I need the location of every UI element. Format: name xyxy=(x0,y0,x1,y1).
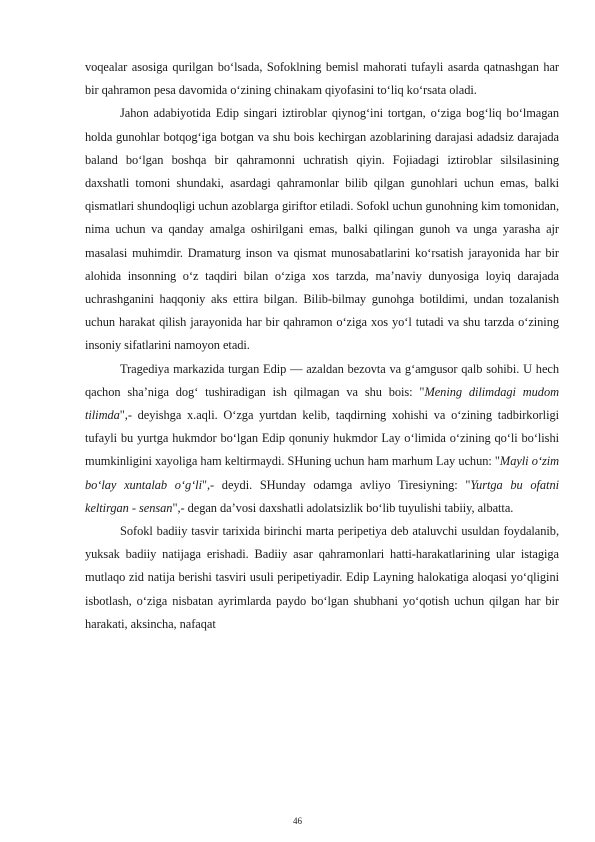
paragraph-1: voqealar asosiga qurilgan bo‘lsada, Sofoklning bemisl mahorati tufayli asarda qatnashgan har bir qahramon pesa davomida o‘zining chinakam qiyofasini to‘liq ko‘rsata oladi. xyxy=(85,60,559,98)
paragraph-2: Jahon adabiyotida Edip singari iztiroblar qiynog‘ini tortgan, o‘ziga bog‘liq bo‘lmagan holda gunohlar botqog‘iga botgan va shu bois kechirgan azoblarining darajasi adadsiz darajada baland bo‘lgan boshqa bir qahramonni uchratish qiyin. Fojiadagi iztiroblar silsilasining daxshatli tomoni shundaki, asardagi qahramonlar bilib qilgan gunohlari uchun emas, balki qismatlari shundoqligi uchun azoblarga giriftor etiladi. Sofokl uchun gunohning kim tomonidan, nima uchun va qanday amalga oshirilgani emas, balki qilingan gunoh va unga yarasha ajr masalasi muhimdir. Dramaturg inson va qismat munosabatlarini ko‘rsatish jarayonida har bir alohida insonning o‘z taqdiri bilan o‘ziga xos tarzda, ma’naviy dunyosiga loyiq darajada uchrashganini haqqoniy aks ettira bilgan. Bilib-bilmay gunohga botildimi, undan tozalanish uchun harakat qilish jarayonida har bir qahramon o‘ziga xos yo‘l tutadi va shu tarzda o‘zining insoniy sifatlarini namoyon etadi. xyxy=(85,106,559,353)
paragraph-3 xyxy=(85,358,559,520)
quote-mayli-ozim: Mayli o‘zim bo‘lay xuntalab o‘g‘li xyxy=(85,454,560,492)
document-page xyxy=(85,56,559,636)
page-number: 46 xyxy=(293,816,302,826)
paragraph-4: Sofokl badiiy tasvir tarixida birinchi marta peripetiya deb ataluvchi usuldan foydalanib, yuksak badiiy natijaga erishadi. Badiiy asar qahramonlari hatti-harakatlarining ular istagiga mutlaqo zid natija berishi tasviri usuli peripetiyadir. Edip Layning halokatiga aloqasi yo‘qligini isbotlash, o‘ziga nisbatan ayrimlarda paydo bo‘lgan shubhani yo‘qotish uchun qilgan har bir harakati, aksincha, nafaqat xyxy=(85,524,559,631)
quote-yurtga-bu-ofatni: Yurtga bu ofatni keltirgan - sensan xyxy=(85,477,559,515)
paragraph-3-text-4: ",- degan da’vosi daxshatli adolatsizlik bo‘lib tuyulishi tabiiy, albatta. xyxy=(172,500,514,515)
paragraph-3-text-3: ",- deydi. SHunday odamga avliyo Tiresiyning: " xyxy=(201,477,471,492)
paragraph-3-text-1: Tragediya markazida turgan Edip — azaldan bezovta va g‘amgusor qalb sohibi. U hech qachon sha’niga dog‘ tushiradigan ish qilmagan va shu bois: " xyxy=(85,361,559,399)
paragraph-3-text-2: ",- deyishga x.aqli. O‘zga yurtdan kelib, taqdirning xohishi va o‘zining tadbirkorligi tufayli bu yurtga hukmdor bo‘lgan Edip qonuniy hukmdor Lay o‘limida o‘zining qo‘li bo‘lishi mumkinligini xayoliga ham keltirmaydi. SHuning uchun ham marhum Lay uchun: " xyxy=(85,408,559,469)
quote-mening-dilimdagi: Mening dilimdagi mudom tilimda xyxy=(85,384,559,423)
